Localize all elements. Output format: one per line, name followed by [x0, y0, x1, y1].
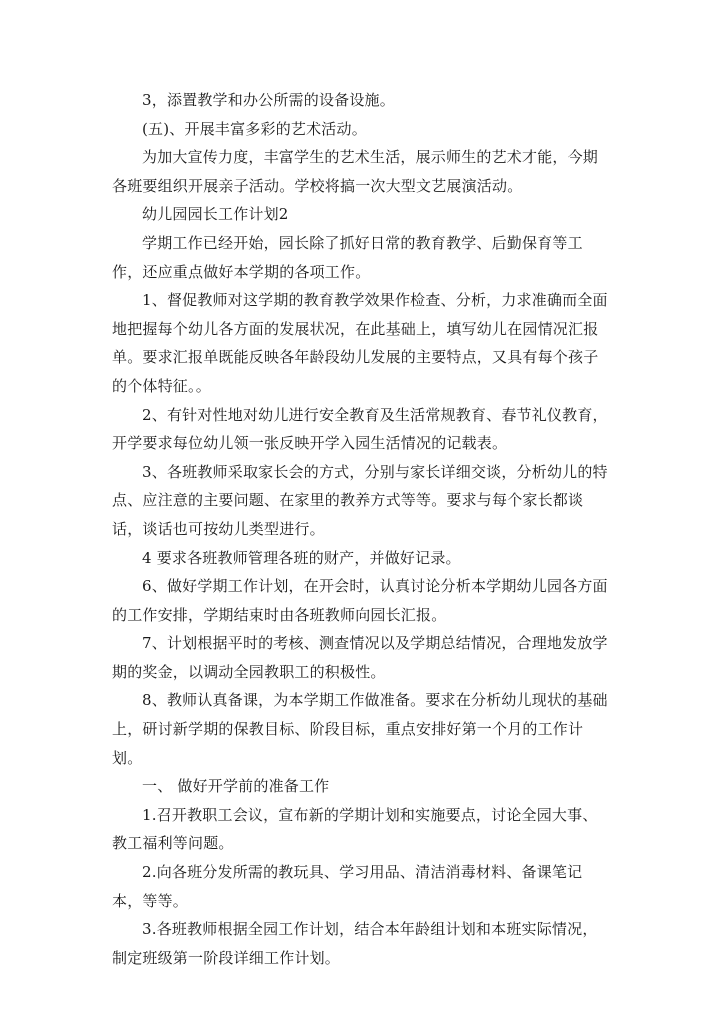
- paragraph-intro: 学期工作已经开始，园长除了抓好日常的教育教学、后勤保育等工作，还应重点做好本学期的各项工作。: [112, 233, 583, 281]
- paragraph-prep-2: 2.向各班分发所需的教玩具、学习用品、清洁消毒材料、备课笔记本，等等。: [112, 863, 583, 910]
- section-title-plan-2: 幼儿园园长工作计划2: [142, 205, 289, 224]
- paragraph-item-6: 6、做好学期工作计划，在开会时，认真讨论分析本学期幼儿园各方面的工作安排，学期结束时由各班教师向园长汇报。: [112, 577, 608, 624]
- document-body: [112, 86, 612, 972]
- paragraph-item-3-equipment: 3，添置教学和办公所需的设备设施。: [142, 91, 395, 109]
- section-heading-preparation: 一、 做好开学前的准备工作: [142, 777, 330, 796]
- section-heading-art-activities: (五)、开展丰富多彩的艺术活动。: [142, 119, 367, 138]
- paragraph-item-1: 1、督促教师对这学期的教育教学效果作检查、分析，力求准确而全面地把握每个幼儿各方面的发展状况，在此基础上，填写幼儿在园情况汇报单。要求汇报单既能反映各年龄段幼儿发展的主要特点，又具有每个孩子的个体特征。。: [112, 291, 608, 395]
- paragraph-item-2: 2、有针对性地对幼儿进行安全教育及生活常规教育、春节礼仪教育，开学要求每位幼儿领一张反映开学入园生活情况的记载表。: [112, 405, 608, 453]
- paragraph-item-4: 4 要求各班教师管理各班的财产，并做好记录。: [142, 548, 461, 567]
- paragraph-item-8: 8、教师认真备课，为本学期工作做准备。要求在分析幼儿现状的基础上，研讨新学期的保教目标、阶段目标，重点安排好第一个月的工作计划。: [112, 691, 608, 767]
- paragraph-item-7: 7、计划根据平时的考核、测查情况以及学期总结情况，合理地发放学期的奖金，以调动全园教职工的积极性。: [112, 634, 608, 681]
- paragraph-art-promotion: 为加大宣传力度，丰富学生的艺术生活，展示师生的艺术才能，今期各班要组织开展亲子活动。学校将搞一次大型文艺展演活动。: [112, 148, 599, 195]
- paragraph-prep-1: 1.召开教职工会议，宣布新的学期计划和实施要点，讨论全园大事、教工福利等问题。: [112, 805, 598, 853]
- paragraph-item-3: 3、各班教师采取家长会的方式，分别与家长详细交谈，分析幼儿的特点、应注意的主要问题、在家里的教养方式等等。要求与每个家长都谈话，谈话也可按幼儿类型进行。: [112, 462, 608, 538]
- paragraph-prep-3: 3.各班教师根据全园工作计划，结合本年龄组计划和本班实际情况，制定班级第一阶段详细工作计划。: [112, 920, 598, 967]
